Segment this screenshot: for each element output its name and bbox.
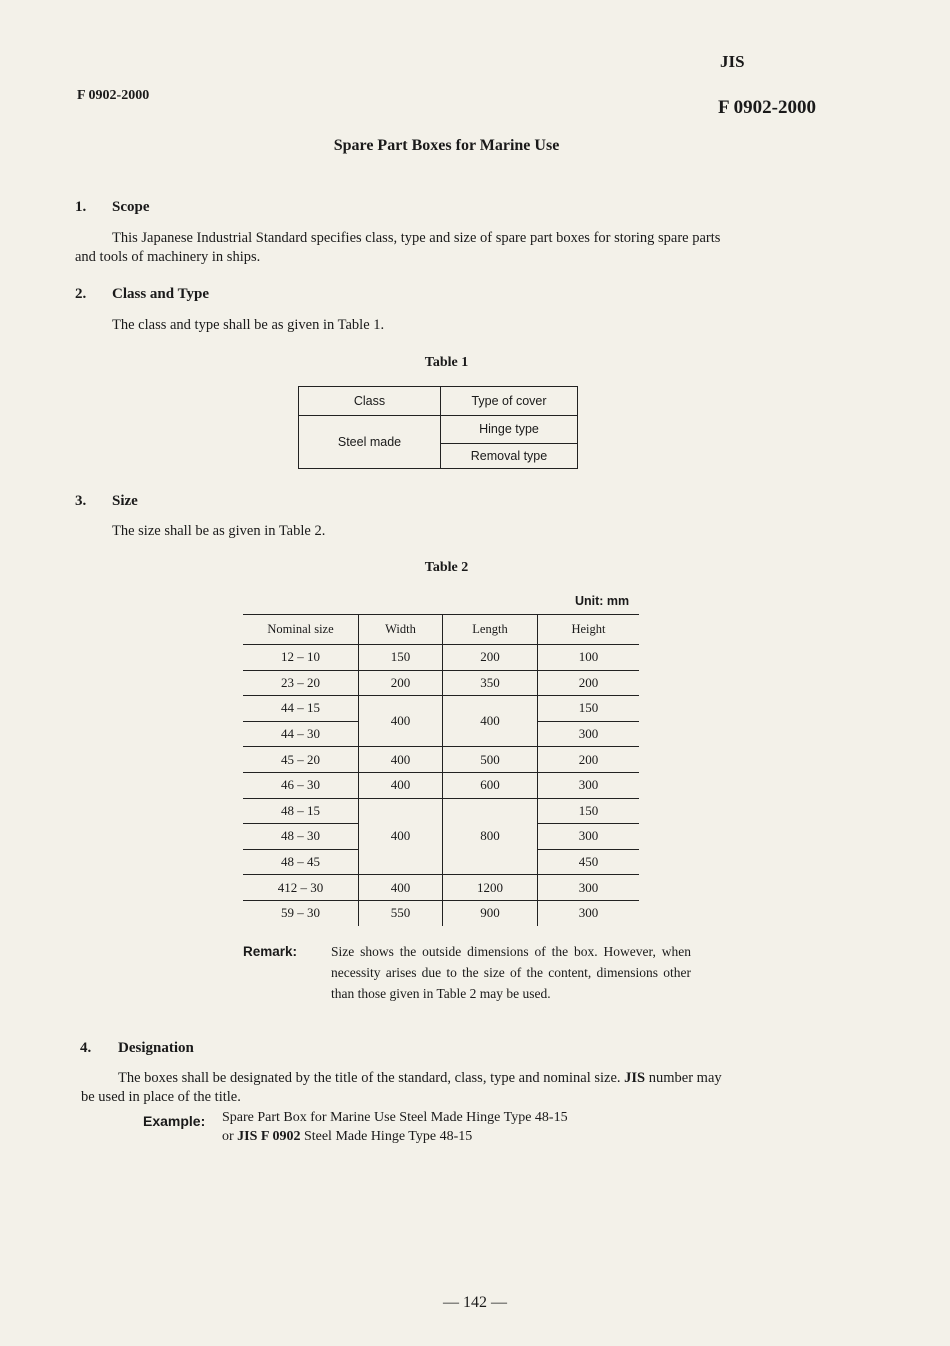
example-or: or: [222, 1129, 234, 1144]
table2: [243, 614, 639, 926]
cell-nominal: 48 – 30: [243, 824, 359, 850]
cell-height: 300: [538, 824, 640, 850]
table1-header-class: Class: [299, 387, 441, 416]
table1-caption: Table 1: [424, 355, 469, 370]
cell-height: 150: [538, 696, 640, 722]
table1: [298, 386, 578, 469]
document-title: Spare Part Boxes for Marine Use: [333, 137, 560, 154]
cell-nominal: 412 – 30: [243, 875, 359, 901]
table1-type-removal: Removal type: [441, 443, 578, 468]
table2-header-width: Width: [359, 615, 443, 645]
table1-class-value: Steel made: [299, 416, 441, 469]
cell-width: 550: [359, 900, 443, 925]
scope-title: Scope: [112, 199, 150, 215]
size-text: The size shall be as given in Table 2.: [112, 523, 326, 539]
table2-unit: Unit: mm: [575, 594, 630, 608]
table-row: [243, 645, 639, 671]
cell-length: 900: [443, 900, 538, 925]
cell-length: 400: [443, 696, 538, 747]
cell-height: 150: [538, 798, 640, 824]
table2-header-height: Height: [538, 615, 640, 645]
cell-nominal: 44 – 30: [243, 721, 359, 747]
cell-length: 600: [443, 772, 538, 798]
cell-height: 200: [538, 670, 640, 696]
table-row: [243, 772, 639, 798]
remark-text: Size shows the outside dimensions of the box. However, when necessity arises due to the size of the content, dimensions other than those given in Table 2 may be used.: [331, 944, 691, 1001]
example-rest: Steel Made Hinge Type 48-15: [303, 1129, 473, 1144]
scope-number: 1.: [75, 199, 87, 215]
table-row: [243, 696, 639, 722]
header-doc-code-left: F 0902-2000: [77, 88, 150, 103]
cell-height: 300: [538, 772, 640, 798]
cell-nominal: 46 – 30: [243, 772, 359, 798]
table-row: [243, 875, 639, 901]
cell-height: 200: [538, 747, 640, 773]
designation-text-end: number may: [648, 1070, 722, 1086]
cell-nominal: 48 – 15: [243, 798, 359, 824]
table-row: [243, 747, 639, 773]
cell-nominal: 23 – 20: [243, 670, 359, 696]
table1-type-hinge: Hinge type: [441, 416, 578, 444]
size-number: 3.: [75, 493, 87, 509]
cell-length: 800: [443, 798, 538, 875]
cell-nominal: 44 – 15: [243, 696, 359, 722]
designation-jis-bold: JIS: [624, 1070, 646, 1086]
size-title: Size: [112, 493, 138, 509]
cell-nominal: 48 – 45: [243, 849, 359, 875]
remark-label: Remark:: [243, 944, 298, 959]
cell-height: 100: [538, 645, 640, 671]
cell-height: 300: [538, 875, 640, 901]
cell-width: 400: [359, 875, 443, 901]
header-jis-label: JIS: [720, 52, 745, 71]
example-jis-code: JIS F 0902: [237, 1129, 301, 1144]
header-doc-code-right: F 0902-2000: [718, 97, 816, 118]
cell-length: 350: [443, 670, 538, 696]
table-row: [243, 670, 639, 696]
designation-number: 4.: [80, 1040, 92, 1056]
class-type-text: The class and type shall be as given in Table 1.: [112, 317, 385, 333]
cell-nominal: 59 – 30: [281, 905, 320, 921]
designation-title: Designation: [118, 1040, 194, 1056]
scope-text-line1: This Japanese Industrial Standard specifies class, type and size of spare part boxes for storing spare parts: [112, 230, 721, 246]
table-row: [243, 900, 639, 925]
table2-header-length: Length: [443, 615, 538, 645]
table-row: [243, 798, 639, 824]
cell-length: 200: [443, 645, 538, 671]
class-type-title: Class and Type: [112, 286, 209, 302]
cell-width: 400: [359, 747, 443, 773]
scope-text-line2: and tools of machinery in ships.: [75, 249, 261, 265]
cell-nominal: 45 – 20: [243, 747, 359, 773]
cell-length: 1200: [443, 875, 538, 901]
cell-width: 150: [359, 645, 443, 671]
cell-length: 500: [443, 747, 538, 773]
designation-text-line1: [118, 1069, 722, 1088]
cell-nominal: 12 – 10: [243, 645, 359, 671]
table1-header-type: Type of cover: [441, 387, 578, 416]
cell-height: 300: [538, 721, 640, 747]
table2-header-nominal: Nominal size: [243, 615, 359, 645]
example-line1: Spare Part Box for Marine Use Steel Made Hinge Type 48-15: [222, 1110, 568, 1125]
cell-width: 400: [359, 798, 443, 875]
cell-height: 300: [538, 900, 640, 925]
designation-text-main: The boxes shall be designated by the title of the standard, class, type and nominal size.: [118, 1070, 621, 1086]
table2-caption: Table 2: [424, 560, 469, 575]
class-type-number: 2.: [75, 286, 87, 302]
page-number: — 142 —: [443, 1294, 507, 1311]
cell-height: 450: [538, 849, 640, 875]
example-label: Example:: [143, 1113, 206, 1129]
example-line2: [222, 1129, 472, 1145]
cell-width: 400: [359, 696, 443, 747]
cell-width: 400: [359, 772, 443, 798]
cell-width: 200: [359, 670, 443, 696]
designation-text-line2: be used in place of the title.: [81, 1089, 241, 1105]
